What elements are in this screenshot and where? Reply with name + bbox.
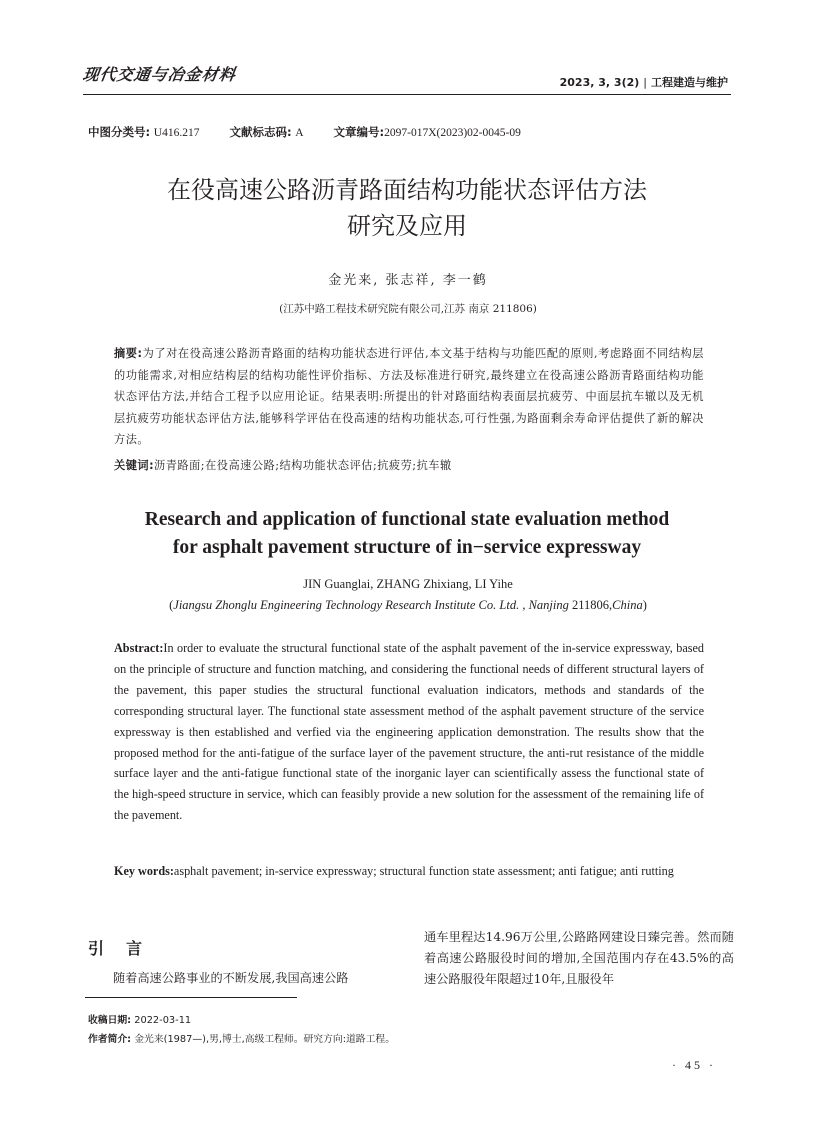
footnote-rule [85, 997, 297, 998]
clc-label: 中图分类号: [88, 125, 151, 139]
chinese-keywords [114, 457, 704, 473]
chinese-authors: 金光来, 张志祥, 李一鹤 [328, 273, 488, 288]
english-authors: JIN Guanglai, ZHANG Zhixiang, LI Yihe [303, 577, 513, 591]
chinese-title [83, 172, 731, 244]
issue-number: 2023, 3, 3(2) [559, 76, 640, 89]
english-title-line1: Research and application of functional state evaluation method [144, 509, 670, 530]
footnote-received [88, 1012, 191, 1026]
english-keywords-label: Key words: [114, 864, 174, 878]
doc-code-label: 文献标志码: [229, 125, 292, 139]
english-abstract [114, 638, 704, 826]
page-number: · 45 · [672, 1058, 716, 1072]
classification-line [88, 124, 521, 140]
section-name: 工程建造与维护 [651, 76, 728, 89]
chinese-title-line2: 研究及应用 [347, 212, 467, 240]
chinese-title-line1: 在役高速公路沥青路面结构功能状态评估方法 [167, 176, 647, 204]
affil-postcode: 211806, [568, 598, 613, 612]
journal-issue-info [560, 74, 728, 90]
body-right-column: 通车里程达14.96万公里,公路路网建设日臻完善。然而随着高速公路服役时间的增加,全国范围内存在43.5%的高速公路服役年限超过10年,且服役年 [424, 930, 734, 987]
affil-open-paren: ( [169, 598, 174, 612]
footnote-author [88, 1031, 395, 1045]
doc-code-value: A [295, 127, 304, 139]
doc-code-field [229, 124, 303, 140]
affil-close-paren: ) [642, 598, 647, 612]
article-no-field [334, 124, 521, 140]
author-bio-label: 作者简介: [88, 1034, 132, 1045]
chinese-abstract-text: 为了对在役高速公路沥青路面的结构功能状态进行评估,本文基于结构与功能匹配的原则,考虑路面不同结构层的功能需求,对相应结构层的结构功能性评价指标、方法及标准进行研究,最终建立在役高速公路沥青路面结构功能状态评估方法,并结合工程予以应用论证。结果表明:所提出的针对路面结构表面层抗疲劳、中面层抗车辙以及无机层抗疲劳功能状态评估方法,能够科学评估在役高速的结构功能状态,可行性强,为路面剩余寿命评估提供了新的解决方法。 [114, 347, 704, 446]
chinese-keywords-label: 关键词: [114, 459, 155, 472]
article-no-value: 2097-017X(2023)02-0045-09 [384, 127, 521, 139]
body-left-column: 随着高速公路事业的不断发展,我国高速公路 [113, 971, 349, 985]
article-no-label: 文章编号: [333, 125, 385, 139]
journal-logo: 现代交通与冶金材料 [81, 65, 238, 84]
chinese-keywords-text: 沥青路面;在役高速公路;结构功能状态评估;抗疲劳;抗车辙 [154, 459, 452, 472]
clc-field [88, 124, 199, 140]
author-bio-value: 金光来(1987—),男,博士,高级工程师。研究方向:道路工程。 [134, 1034, 395, 1045]
english-title [83, 506, 731, 562]
received-label: 收稿日期: [88, 1015, 132, 1026]
chinese-abstract [114, 343, 704, 451]
english-title-line2: for asphalt pavement structure of in−service expressway [172, 537, 642, 558]
english-affiliation [0, 598, 816, 613]
header-rule [83, 94, 731, 95]
chinese-affiliation: (江苏中路工程技术研究院有限公司,江苏 南京 211806) [279, 303, 537, 315]
received-value: 2022-03-11 [134, 1015, 192, 1026]
english-keywords-text: asphalt pavement; in-service expressway; structural function state assessment; anti fatigue; anti rutting [173, 864, 674, 878]
clc-value: U416.217 [153, 127, 200, 139]
english-abstract-text: In order to evaluate the structural functional state of the asphalt pavement of the in-service expressway, based on the principle of structure and function matching, and considering the functional needs of different structural layers of the pavement, this paper studies the structural functional evaluation indicators, methods and standards of the corresponding structural layer. The functional state assessment method of the asphalt pavement structure of the service expressway is then established and verfied via the engineering application demonstration. The results show that the proposed method for the anti-fatigue of the surface layer of the pavement structure, the anti-rut resistance of the middle surface layer and the anti-fatigue functional state of the inorganic layer can scientifically assess the functional state of the high-speed structure in service, which can feasibly provide a new solution for the assessment of the remaining life of the pavement. [114, 641, 704, 823]
chinese-abstract-label: 摘要: [114, 347, 143, 360]
intro-heading: 引言 [88, 939, 165, 958]
affil-country: China [612, 598, 643, 612]
english-abstract-label: Abstract: [114, 641, 164, 655]
english-keywords [114, 861, 704, 882]
affil-institute: Jiangsu Zhonglu Engineering Technology Research Institute Co. Ltd. , Nanjing [173, 598, 569, 612]
separator: | [643, 76, 647, 89]
